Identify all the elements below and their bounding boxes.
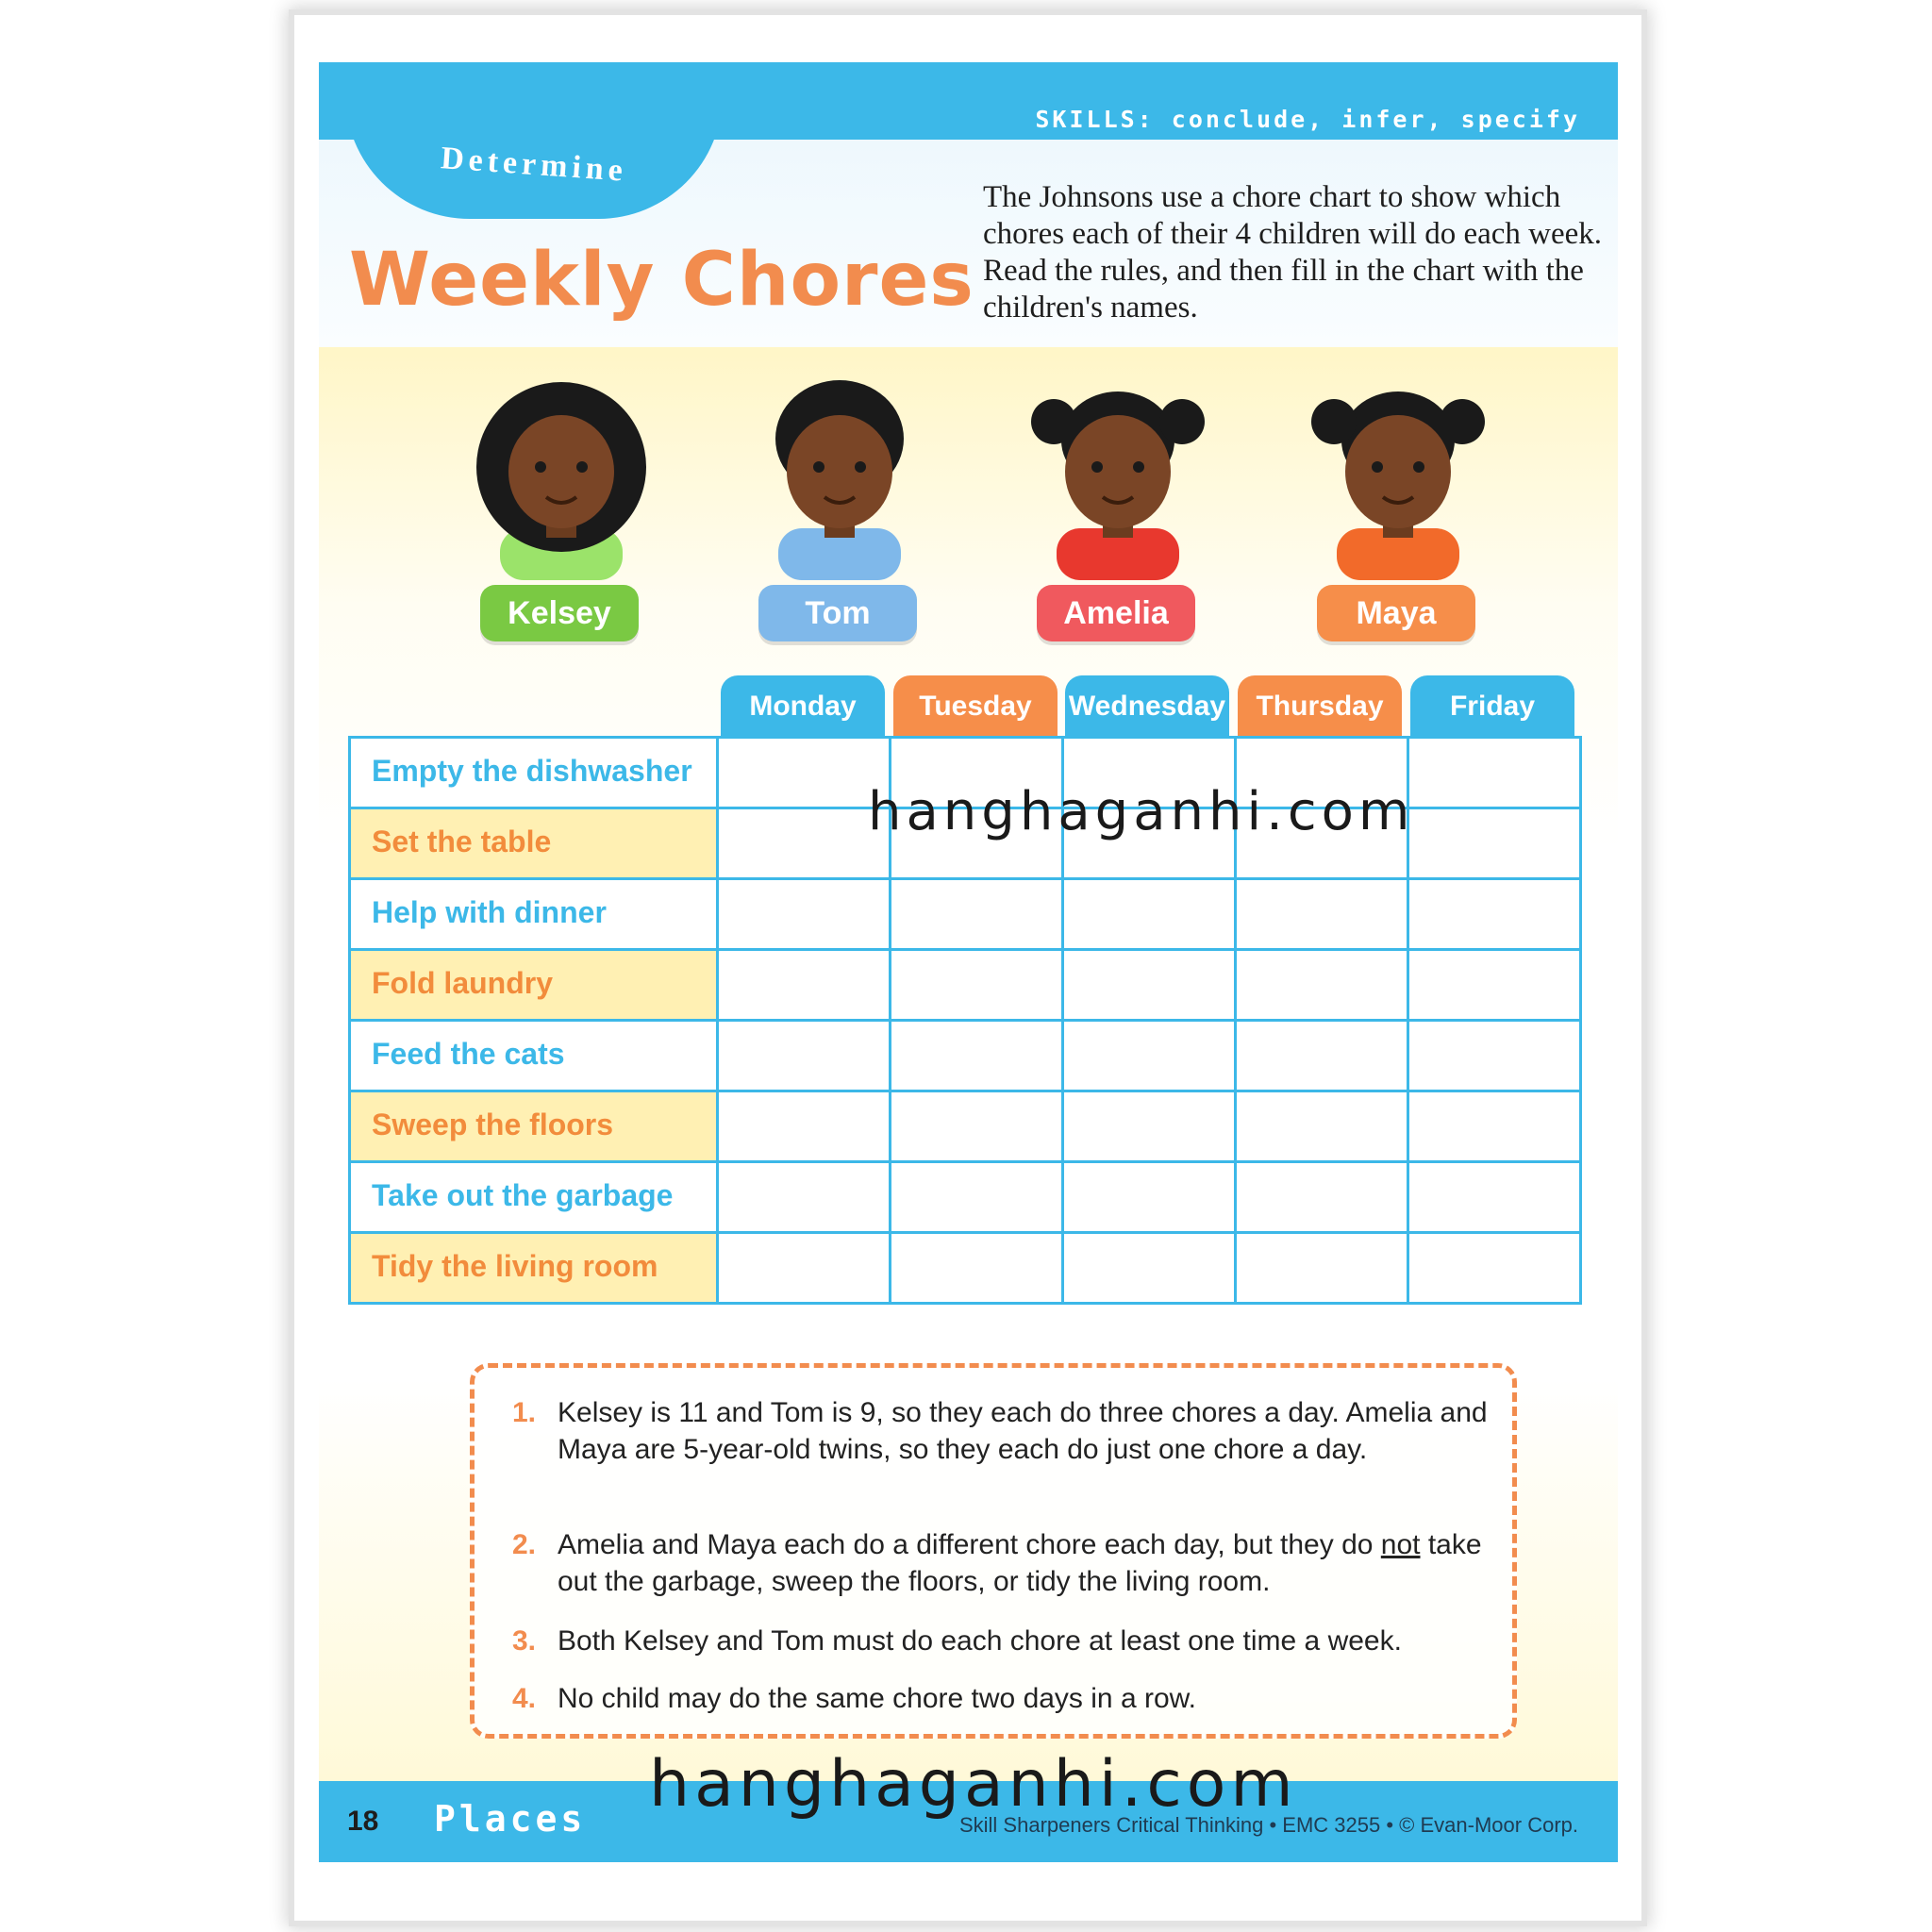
grid-line: [348, 1231, 1582, 1234]
chore-label: Set the table: [348, 807, 716, 877]
chart-cell[interactable]: [1064, 880, 1234, 948]
chart-cell[interactable]: [1409, 1163, 1579, 1231]
intro-text: The Johnsons use a chore chart to show which chores each of their 4 children will do each week. Read the rules, and then fill in the chart with the children's names.: [983, 180, 1603, 325]
child-kelsey: [467, 363, 656, 580]
footer-credit: Skill Sharpeners Critical Thinking • EMC 3255 • © Evan-Moor Corp.: [958, 1813, 1578, 1837]
grid-line: [348, 1302, 1582, 1305]
chart-cell[interactable]: [1237, 1092, 1407, 1160]
chart-cell[interactable]: [719, 1234, 889, 1302]
chart-cell[interactable]: [1064, 1234, 1234, 1302]
rule-number: 1.: [512, 1397, 537, 1428]
grid-line: [348, 948, 1582, 951]
chore-label: Fold laundry: [348, 948, 716, 1019]
rule-text-part: Amelia and Maya each do a different chore each day, but they do: [558, 1529, 1381, 1560]
grid-line: [348, 1019, 1582, 1022]
child-name-label: Maya: [1317, 585, 1475, 641]
child-maya: [1304, 363, 1492, 580]
grid-line: [348, 1160, 1582, 1163]
chart-cell[interactable]: [719, 1022, 889, 1090]
chart-cell[interactable]: [891, 880, 1061, 948]
rule-number: 2.: [512, 1529, 537, 1560]
chart-cell[interactable]: [1064, 1022, 1234, 1090]
page-number: 18: [347, 1806, 379, 1837]
chore-label: Help with dinner: [348, 877, 716, 948]
page-title: Weekly Chores: [349, 238, 974, 323]
chart-cell[interactable]: [1409, 809, 1579, 877]
chore-label: Empty the dishwasher: [348, 736, 716, 807]
grid-line: [348, 736, 351, 1305]
rule-emphasis: not: [1380, 1529, 1421, 1560]
chart-cell[interactable]: [719, 880, 889, 948]
rules-box: [470, 1363, 1517, 1739]
chart-cell[interactable]: [719, 1092, 889, 1160]
chart-cell[interactable]: [891, 1234, 1061, 1302]
day-header-friday: Friday: [1410, 675, 1574, 738]
rule-text: No child may do the same chore two days in a row.: [558, 1683, 1196, 1714]
chore-label: Tidy the living room: [348, 1231, 716, 1302]
chart-cell[interactable]: [1409, 739, 1579, 807]
day-header-monday: Monday: [721, 675, 885, 738]
chart-cell[interactable]: [1064, 1092, 1234, 1160]
chart-cell[interactable]: [1237, 1163, 1407, 1231]
watermark: hanghaganhi.com: [868, 781, 1415, 842]
chart-cell[interactable]: [891, 951, 1061, 1019]
chart-cell[interactable]: [719, 739, 889, 807]
watermark: hanghaganhi.com: [649, 1747, 1298, 1822]
day-header-tuesday: Tuesday: [893, 675, 1058, 738]
child-tom: [745, 363, 934, 580]
grid-line: [348, 877, 1582, 880]
chart-cell[interactable]: [891, 1022, 1061, 1090]
chart-cell[interactable]: [1409, 951, 1579, 1019]
child-name-label: Tom: [758, 585, 917, 641]
portrait-icon: [1024, 363, 1212, 580]
rule-text: [558, 1526, 1501, 1600]
portrait-icon: [467, 363, 656, 580]
chart-cell[interactable]: [1409, 1092, 1579, 1160]
chart-cell[interactable]: [1409, 1234, 1579, 1302]
child-amelia: [1024, 363, 1212, 580]
chart-cell[interactable]: [719, 1163, 889, 1231]
child-name-label: Kelsey: [480, 585, 639, 641]
grid-line: [1579, 736, 1582, 1305]
chart-cell[interactable]: [891, 1092, 1061, 1160]
grid-line: [716, 736, 719, 1305]
chart-cell[interactable]: [1237, 880, 1407, 948]
chart-cell[interactable]: [1064, 1163, 1234, 1231]
chart-cell[interactable]: [1237, 1234, 1407, 1302]
chart-cell[interactable]: [1237, 1022, 1407, 1090]
chore-label: Sweep the floors: [348, 1090, 716, 1160]
chart-cell[interactable]: [891, 1163, 1061, 1231]
chore-label: Take out the garbage: [348, 1160, 716, 1231]
child-name-label: Amelia: [1037, 585, 1195, 641]
rule-text: Kelsey is 11 and Tom is 9, so they each do three chores a day. Amelia and Maya are 5-year-old twins, so they each do just one chore a day.: [558, 1397, 1488, 1465]
chart-cell[interactable]: [719, 951, 889, 1019]
rule-text: Both Kelsey and Tom must do each chore at least one time a week.: [558, 1625, 1402, 1657]
grid-line: [348, 1090, 1582, 1092]
chart-cell[interactable]: [719, 809, 889, 877]
portrait-icon: [745, 363, 934, 580]
rule-number: 4.: [512, 1683, 537, 1714]
portrait-icon: [1304, 363, 1492, 580]
section-label: Determine: [440, 141, 629, 189]
rule-text-part: take out the garbage, sweep the floors, or tidy the living room.: [558, 1529, 1482, 1597]
chart-cell[interactable]: [1409, 880, 1579, 948]
rule-number: 3.: [512, 1625, 537, 1657]
footer-section: Places: [434, 1798, 587, 1840]
chart-cell[interactable]: [1409, 1022, 1579, 1090]
grid-line: [348, 736, 1582, 739]
day-header-thursday: Thursday: [1238, 675, 1402, 738]
chart-cell[interactable]: [1237, 951, 1407, 1019]
chore-label: Feed the cats: [348, 1019, 716, 1090]
day-header-wednesday: Wednesday: [1065, 675, 1229, 738]
skills-label: SKILLS: conclude, infer, specify: [1035, 106, 1580, 133]
chart-cell[interactable]: [1064, 951, 1234, 1019]
